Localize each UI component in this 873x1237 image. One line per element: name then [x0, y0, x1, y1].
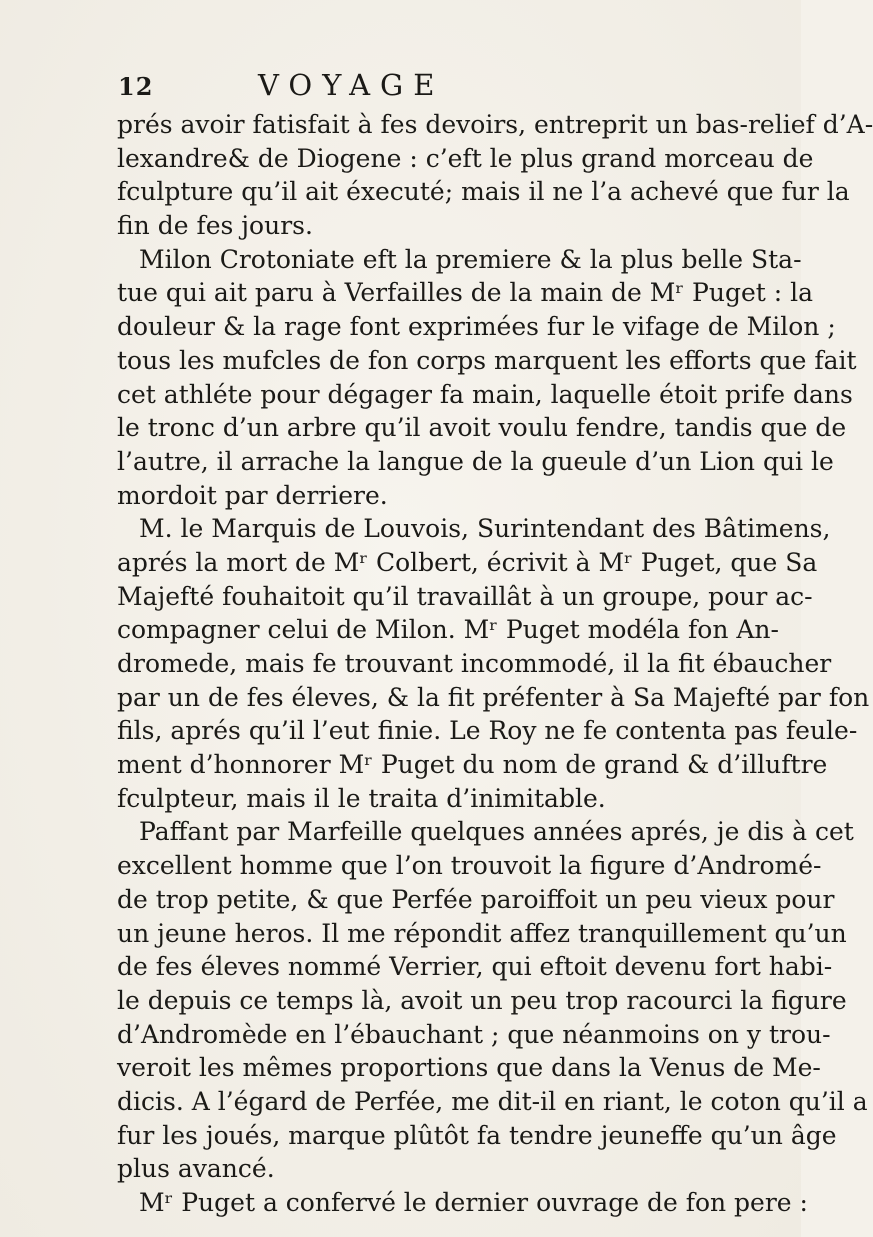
text-line: Paffant par Marfeille quelques années aprés, je dis à cet [139, 817, 854, 847]
text-line: fur les joués, marque plûtôt fa tendre jeuneffe qu’un âge [117, 1120, 837, 1150]
text-line: d’Andromède en l’ébauchant ; que néanmoins on y trou- [117, 1019, 831, 1049]
text-line: aprés la mort de Mʳ Colbert, écrivit à Mʳ Puget, que Sa [117, 547, 818, 577]
text-line: Mʳ Puget a confervé le dernier ouvrage de fon pere : [139, 1188, 808, 1217]
text-line: douleur & la rage font exprimées fur le vifage de Milon ; [117, 312, 836, 342]
page-number: 12 [118, 72, 154, 101]
text-line: veroit les mêmes proportions que dans la Venus de Me- [117, 1053, 821, 1083]
text-line: excellent homme que l’on trouvoit la figure d’Andromé- [117, 851, 822, 881]
text-line: de fes éleves nommé Verrier, qui eftoit devenu fort habi- [117, 952, 833, 982]
text-line: fculpteur, mais il le traita d’inimitable. [117, 783, 606, 813]
text-line: lexandre& de Diogene : c’eft le plus grand morceau de [117, 143, 814, 173]
text-line: compagner celui de Milon. Mʳ Puget modéla fon An- [117, 615, 779, 645]
text-line: Milon Crotoniate eft la premiere & la plus belle Sta- [139, 244, 802, 274]
text-line: le depuis ce temps là, avoit un peu trop racourci la figure [117, 985, 847, 1015]
text-line: fils, aprés qu’il l’eut finie. Le Roy ne fe contenta pas feule- [117, 716, 858, 746]
text-line: dicis. A l’égard de Perfée, me dit-il en riant, le coton qu’il a [117, 1086, 868, 1116]
text-line: l’autre, il arrache la langue de la gueule d’un Lion qui le [117, 446, 834, 476]
running-title: VOYAGE [258, 68, 445, 102]
text-line: cet athléte pour dégager fa main, laquelle étoit prife dans [117, 379, 853, 409]
text-line: plus avancé. [117, 1154, 275, 1184]
text-line: M. le Marquis de Louvois, Surintendant des Bâtimens, [139, 514, 831, 544]
text-line: ment d’honnorer Mʳ Puget du nom de grand & d’illuftre [117, 750, 828, 780]
text-line: mordoit par derriere. [117, 480, 388, 510]
text-line: fculpture qu’il ait éxecuté; mais il ne l’a achevé que fur la [117, 177, 850, 207]
text-line: prés avoir fatisfait à fes devoirs, entreprit un bas-relief d’A- [117, 110, 873, 139]
text-line: fin de fes jours. [117, 211, 313, 241]
text-line: de trop petite, & que Perfée paroiffoit un peu vieux pour [117, 884, 835, 914]
text-line: tue qui ait paru à Verfailles de la main de Mʳ Puget : la [117, 278, 814, 308]
text-line: par un de fes éleves, & la fit préfenter à Sa Majefté par fon [117, 682, 870, 712]
text-line: Majefté fouhaitoit qu’il travaillât à un groupe, pour ac- [117, 581, 813, 611]
text-line: dromede, mais fe trouvant incommodé, il la fit ébaucher [117, 649, 832, 678]
body-text [117, 108, 873, 1220]
text-line: le tronc d’un arbre qu’il avoit voulu fendre, tandis que de [117, 413, 847, 443]
text-line: un jeune heros. Il me répondit affez tranquillement qu’un [117, 918, 847, 948]
running-head [118, 68, 678, 108]
text-line: tous les mufcles de fon corps marquent les efforts que fait [117, 345, 857, 375]
